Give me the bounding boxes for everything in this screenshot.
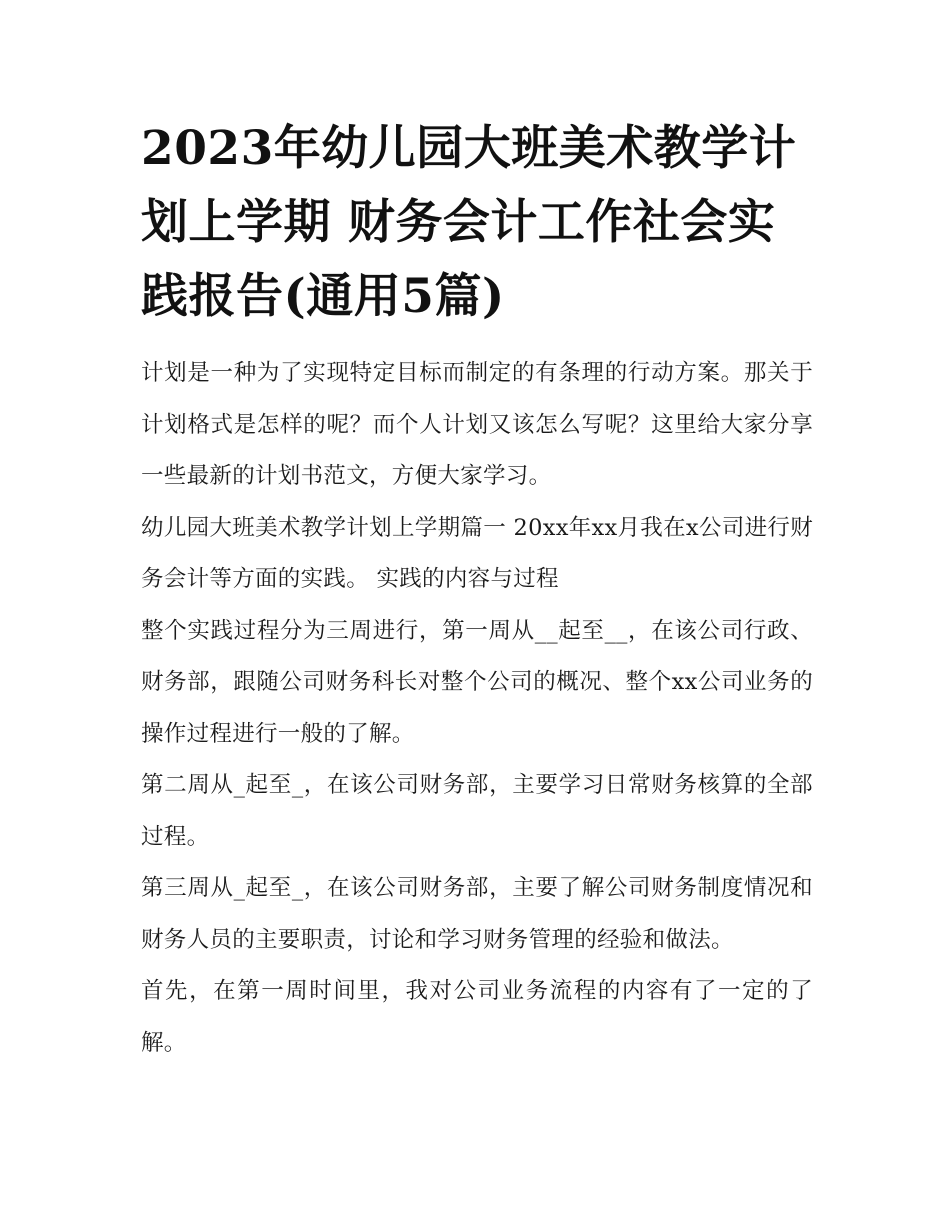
paragraph-week-one: 整个实践过程分为三周进行，第一周从__起至__，在该公司行政、财务部，跟随公司财务科长对整个公司的概况、整个xx公司业务的操作过程进行一般的了解。 (141, 617, 813, 747)
paragraph-intro: 计划是一种为了实现特定目标而制定的有条理的行动方案。那关于计划格式是怎样的呢？而个人计划又该怎么写呢？这里给大家分享一些最新的计划书范文，方便大家学习。 (141, 360, 813, 489)
paragraph-section-one: 幼儿园大班美术教学计划上学期篇一 20xx年xx月我在x公司进行财务会计等方面的实践。 实践的内容与过程 (141, 514, 813, 592)
document-body (141, 112, 813, 1069)
document-title: 2023年幼儿园大班美术教学计划上学期 财务会计工作社会实践报告(通用5篇) (141, 121, 797, 324)
paragraph-first-week-summary: 首先，在第一周时间里，我对公司业务流程的内容有了一定的了解。 (141, 978, 813, 1056)
paragraph-week-two: 第二周从_起至_，在该公司财务部，主要学习日常财务核算的全部过程。 (141, 772, 813, 850)
paragraph-week-three: 第三周从_起至_，在该公司财务部，主要了解公司财务制度情况和财务人员的主要职责，讨论和学习财务管理的经验和做法。 (141, 875, 813, 953)
